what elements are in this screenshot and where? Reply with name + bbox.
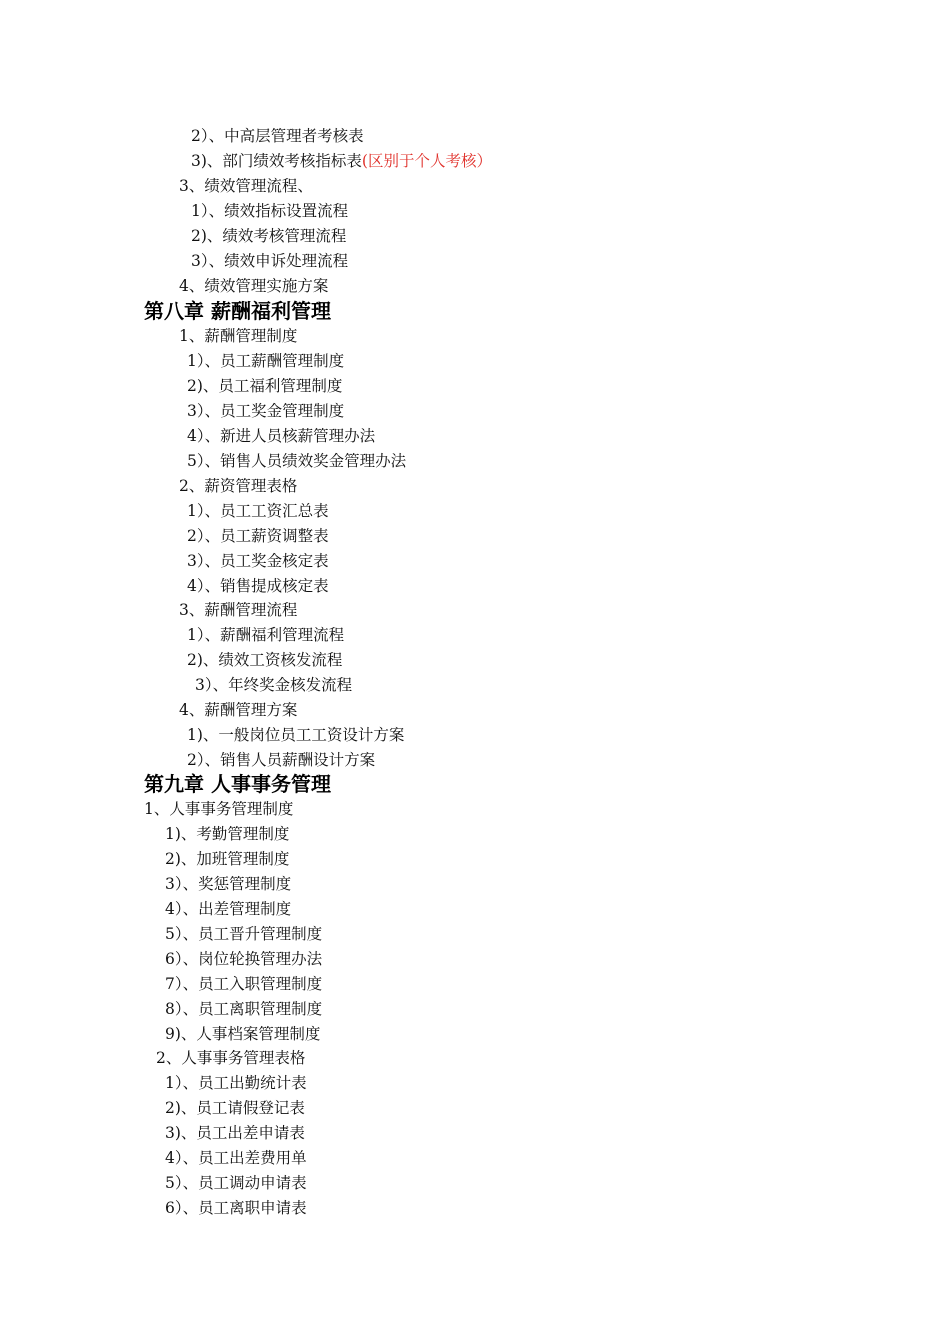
outline-item: 2)、员工请假登记表 bbox=[165, 1099, 305, 1117]
outline-item: 5）、销售人员绩效奖金管理办法 bbox=[187, 452, 407, 470]
outline-item: 5）、员工晋升管理制度 bbox=[165, 925, 323, 943]
outline-section: 4、绩效管理实施方案 bbox=[179, 277, 329, 295]
outline-section: 4、薪酬管理方案 bbox=[179, 701, 298, 719]
outline-section: 2、人事事务管理表格 bbox=[156, 1049, 306, 1067]
outline-section: 2、薪资管理表格 bbox=[179, 477, 298, 495]
chapter-heading: 第九章 人事事务管理 bbox=[144, 772, 331, 796]
outline-item: 3）、奖惩管理制度 bbox=[165, 875, 292, 893]
outline-item: 3)、员工出差申请表 bbox=[165, 1124, 305, 1142]
outline-item: 1）、薪酬福利管理流程 bbox=[187, 626, 345, 644]
outline-item: 4）、新进人员核薪管理办法 bbox=[187, 427, 376, 445]
outline-item: 2）、销售人员薪酬设计方案 bbox=[187, 751, 376, 769]
outline-item: 2)、绩效考核管理流程 bbox=[191, 227, 347, 245]
outline-item: 6）、岗位轮换管理办法 bbox=[165, 950, 323, 968]
outline-item: 1）、员工工资汇总表 bbox=[187, 502, 329, 520]
outline-item-note: (区别于个人考核） bbox=[361, 152, 492, 170]
outline-section: 1、人事事务管理制度 bbox=[144, 800, 294, 818]
outline-item: 5）、员工调动申请表 bbox=[165, 1174, 307, 1192]
chapter-heading: 第八章 薪酬福利管理 bbox=[144, 299, 331, 323]
outline-item: 9)、人事档案管理制度 bbox=[165, 1025, 321, 1043]
outline-section: 3、绩效管理流程、 bbox=[179, 177, 313, 195]
outline-item: 2）、员工薪资调整表 bbox=[187, 527, 329, 545]
outline-item: 1)、考勤管理制度 bbox=[165, 825, 290, 843]
outline-item: 1）、员工薪酬管理制度 bbox=[187, 352, 345, 370]
outline-item-text: 3)、部门绩效考核指标表 bbox=[191, 152, 362, 170]
outline-item: 2)、员工福利管理制度 bbox=[187, 377, 343, 395]
outline-item: 2)、加班管理制度 bbox=[165, 850, 290, 868]
outline-item: 1）、员工出勤统计表 bbox=[165, 1074, 307, 1092]
outline-item: 4）、员工出差费用单 bbox=[165, 1149, 307, 1167]
outline-item: 2)、绩效工资核发流程 bbox=[187, 651, 343, 669]
outline-item: 3）、绩效申诉处理流程 bbox=[191, 252, 349, 270]
outline-item: 3）、年终奖金核发流程 bbox=[195, 676, 353, 694]
outline-item: 1)、一般岗位员工工资设计方案 bbox=[187, 726, 405, 744]
outline-item: 3）、员工奖金核定表 bbox=[187, 552, 329, 570]
outline-item bbox=[191, 151, 492, 171]
outline-item: 2）、中高层管理者考核表 bbox=[191, 127, 364, 145]
outline-item: 8）、员工离职管理制度 bbox=[165, 1000, 323, 1018]
outline-item: 4）、出差管理制度 bbox=[165, 900, 292, 918]
outline-item: 3）、员工奖金管理制度 bbox=[187, 402, 345, 420]
outline-item: 1）、绩效指标设置流程 bbox=[191, 202, 349, 220]
outline-section: 1、薪酬管理制度 bbox=[179, 327, 298, 345]
outline-item: 4）、销售提成核定表 bbox=[187, 577, 329, 595]
outline-section: 3、薪酬管理流程 bbox=[179, 601, 298, 619]
outline-item: 6）、员工离职申请表 bbox=[165, 1199, 307, 1217]
outline-item: 7）、员工入职管理制度 bbox=[165, 975, 323, 993]
